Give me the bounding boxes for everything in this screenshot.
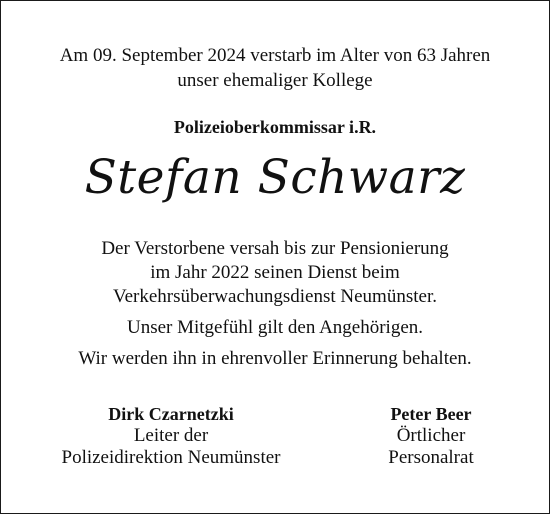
signatory-role-line-2: Polizeidirektion Neumünster	[61, 447, 281, 468]
signatory-name: Dirk Czarnetzki	[108, 404, 234, 424]
signatory-role-line-2: Personalrat	[388, 447, 474, 468]
signatory-role-line-1: Örtlicher	[396, 425, 466, 446]
service-line-2: im Jahr 2022 seinen Dienst beim	[150, 262, 400, 283]
signatory-role-line-1: Leiter der	[133, 425, 209, 446]
deceased-name: Stefan Schwarz	[84, 150, 466, 205]
intro-line-1: Am 09. September 2024 verstarb im Alter von 63 Jahren	[59, 45, 491, 66]
intro-line-2: unser ehemaliger Kollege	[177, 70, 373, 91]
signatory-name: Peter Beer	[390, 404, 472, 424]
rank-title: Polizeioberkommissar i.R.	[173, 117, 377, 137]
service-line-1: Der Verstorbene versah bis zur Pensionierung	[101, 238, 449, 259]
signatory-2	[356, 403, 506, 469]
service-line-3: Verkehrsüberwachungsdienst Neumünster.	[113, 286, 437, 307]
remembrance-line: Wir werden ihn in ehrenvoller Erinnerung behalten.	[78, 348, 472, 369]
condolence-line: Unser Mitgefühl gilt den Angehörigen.	[126, 317, 424, 338]
signatory-1	[41, 403, 301, 469]
